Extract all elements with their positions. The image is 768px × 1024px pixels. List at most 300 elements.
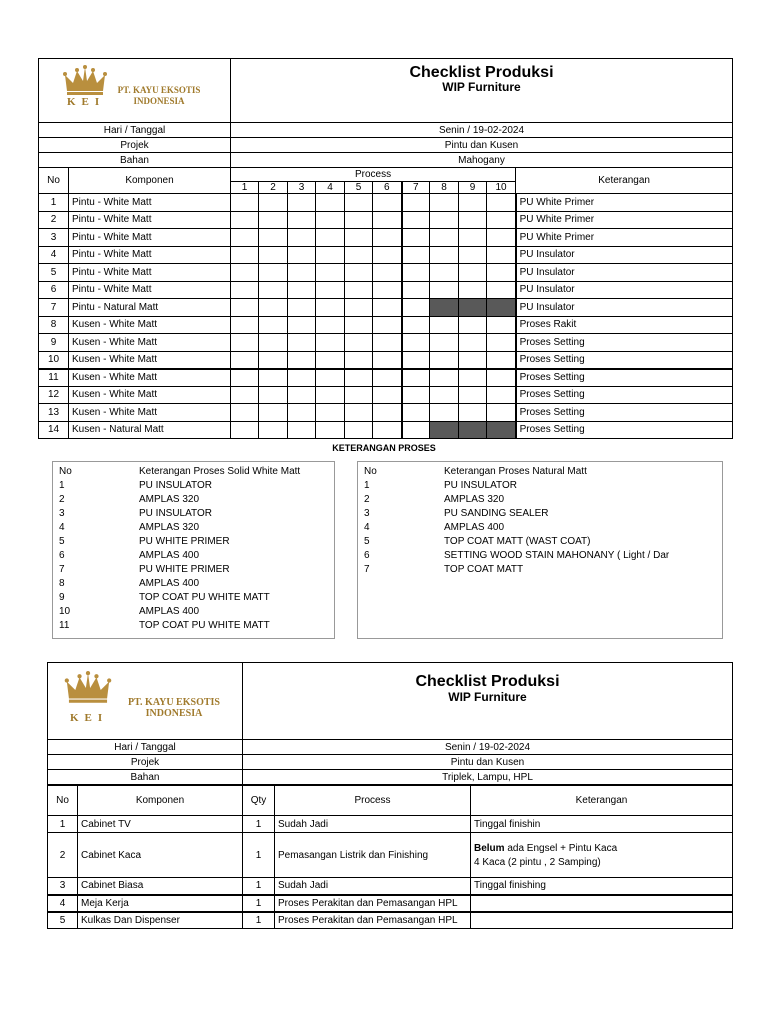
row-keterangan: Proses Setting — [516, 351, 733, 369]
col-header-komponen: Komponen — [69, 168, 231, 194]
sheet1-process-table — [38, 167, 733, 439]
legend-white-matt — [52, 461, 335, 639]
legend-item — [358, 493, 722, 507]
legend-item-no: 3 — [364, 508, 370, 519]
row-komponen: Kusen - White Matt — [69, 404, 231, 422]
process-checkbox-cell[interactable] — [231, 299, 259, 317]
legend-header — [358, 465, 722, 479]
row-keterangan: Proses Setting — [516, 369, 733, 387]
row-keterangan: Proses Setting — [516, 421, 733, 439]
process-checkbox-cell[interactable] — [231, 334, 259, 352]
table-row — [39, 264, 733, 282]
sheet2-title: Checklist Produksi — [415, 673, 560, 690]
process-checkbox-cell[interactable] — [345, 299, 373, 317]
process-checkbox-cell[interactable] — [487, 299, 516, 317]
legend-item — [53, 535, 334, 549]
legend-item-desc: AMPLAS 320 — [139, 522, 200, 533]
legend-item — [53, 577, 334, 591]
table-row — [39, 299, 733, 317]
process-checkbox-cell[interactable] — [316, 211, 345, 229]
legend-item-desc: AMPLAS 400 — [139, 606, 200, 617]
process-checkbox-cell[interactable] — [373, 194, 402, 212]
process-checkbox-cell[interactable] — [316, 194, 345, 212]
table-row — [39, 369, 733, 387]
process-checkbox-cell[interactable] — [430, 299, 459, 317]
process-checkbox-cell[interactable] — [231, 194, 259, 212]
sheet1-title: Checklist Produksi — [409, 64, 554, 81]
legend-item-no: 7 — [364, 564, 370, 575]
process-checkbox-cell[interactable] — [288, 194, 316, 212]
process-checkbox-cell[interactable] — [259, 211, 288, 229]
process-checkbox-cell[interactable] — [259, 229, 288, 247]
process-checkbox-cell[interactable] — [373, 421, 402, 439]
legend-header — [53, 465, 334, 479]
col-header-process: Process — [275, 786, 471, 816]
process-checkbox-cell[interactable] — [402, 421, 430, 439]
process-checkbox-cell[interactable] — [345, 246, 373, 264]
process-checkbox-cell[interactable] — [459, 211, 487, 229]
table-row — [39, 194, 733, 212]
process-step-header: 4 — [316, 182, 345, 194]
process-checkbox-cell[interactable] — [288, 386, 316, 404]
info-label: Hari / Tanggal — [48, 740, 243, 755]
keterangan-text: ada Engsel + Pintu Kaca — [504, 842, 618, 854]
row-no: 6 — [39, 281, 69, 299]
process-checkbox-cell[interactable] — [373, 351, 402, 369]
process-checkbox-cell[interactable] — [487, 264, 516, 282]
process-checkbox-cell[interactable] — [459, 404, 487, 422]
legend-item — [53, 549, 334, 563]
process-step-header: 5 — [345, 182, 373, 194]
process-checkbox-cell[interactable] — [316, 299, 345, 317]
row-no: 4 — [39, 246, 69, 264]
table-row — [39, 421, 733, 439]
process-checkbox-cell[interactable] — [402, 246, 430, 264]
crown-logo-icon — [62, 671, 114, 707]
company-name-line2: INDONESIA — [145, 708, 203, 719]
process-checkbox-cell[interactable] — [459, 369, 487, 387]
legend-item — [53, 479, 334, 493]
info-value: Senin / 19-02-2024 — [243, 740, 733, 755]
legend-natural-matt — [357, 461, 723, 639]
process-checkbox-cell[interactable] — [316, 281, 345, 299]
process-checkbox-cell[interactable] — [373, 264, 402, 282]
process-checkbox-cell[interactable] — [402, 334, 430, 352]
col-header-no: No — [39, 168, 69, 194]
process-checkbox-cell[interactable] — [402, 316, 430, 334]
process-checkbox-cell[interactable] — [316, 369, 345, 387]
process-checkbox-cell[interactable] — [288, 229, 316, 247]
process-checkbox-cell[interactable] — [373, 316, 402, 334]
process-checkbox-cell[interactable] — [373, 404, 402, 422]
row-keterangan: Tinggal finishing — [471, 878, 733, 895]
col-header-komponen: Komponen — [78, 786, 243, 816]
sheet1-header-table — [38, 58, 733, 168]
process-checkbox-cell[interactable] — [231, 281, 259, 299]
process-checkbox-cell[interactable] — [345, 281, 373, 299]
process-step-header: 9 — [459, 182, 487, 194]
legend-item-no: 9 — [59, 592, 65, 603]
process-checkbox-cell[interactable] — [430, 246, 459, 264]
process-checkbox-cell[interactable] — [430, 421, 459, 439]
process-checkbox-cell[interactable] — [459, 351, 487, 369]
row-komponen: Kusen - Natural Matt — [69, 421, 231, 439]
row-komponen: Pintu - White Matt — [69, 211, 231, 229]
row-keterangan: Tinggal finishin — [471, 816, 733, 833]
row-keterangan: Proses Setting — [516, 386, 733, 404]
process-checkbox-cell[interactable] — [487, 421, 516, 439]
row-komponen: Kusen - White Matt — [69, 334, 231, 352]
process-checkbox-cell[interactable] — [402, 264, 430, 282]
process-checkbox-cell[interactable] — [231, 369, 259, 387]
process-checkbox-cell[interactable] — [316, 316, 345, 334]
row-komponen: Kusen - White Matt — [69, 351, 231, 369]
company-name-line1: PT. KAYU EKSOTIS — [117, 85, 201, 95]
process-checkbox-cell[interactable] — [231, 421, 259, 439]
legend-item-desc: PU WHITE PRIMER — [139, 536, 230, 547]
process-checkbox-cell[interactable] — [459, 299, 487, 317]
process-checkbox-cell[interactable] — [259, 194, 288, 212]
process-checkbox-cell[interactable] — [345, 386, 373, 404]
process-checkbox-cell[interactable] — [487, 351, 516, 369]
process-checkbox-cell[interactable] — [459, 281, 487, 299]
process-checkbox-cell[interactable] — [487, 316, 516, 334]
process-checkbox-cell[interactable] — [259, 404, 288, 422]
process-checkbox-cell[interactable] — [288, 299, 316, 317]
process-checkbox-cell[interactable] — [316, 229, 345, 247]
info-label: Hari / Tanggal — [39, 123, 231, 138]
process-checkbox-cell[interactable] — [402, 351, 430, 369]
col-header-keterangan: Keterangan — [471, 786, 733, 816]
process-checkbox-cell[interactable] — [259, 246, 288, 264]
row-komponen: Kusen - White Matt — [69, 386, 231, 404]
row-keterangan — [471, 895, 733, 912]
row-qty: 1 — [243, 833, 275, 878]
process-checkbox-cell[interactable] — [288, 246, 316, 264]
process-checkbox-cell[interactable] — [487, 386, 516, 404]
process-checkbox-cell[interactable] — [459, 264, 487, 282]
info-value: Pintu dan Kusen — [231, 138, 733, 153]
crown-logo-icon — [61, 65, 109, 99]
row-no: 8 — [39, 316, 69, 334]
table-row — [39, 386, 733, 404]
process-checkbox-cell[interactable] — [459, 386, 487, 404]
table-row — [39, 246, 733, 264]
checklist-sheet-2 — [47, 662, 732, 936]
process-checkbox-cell[interactable] — [345, 334, 373, 352]
process-checkbox-cell[interactable] — [430, 369, 459, 387]
keterangan-proses-title: KETERANGAN PROSES — [332, 443, 436, 453]
row-no: 2 — [48, 833, 78, 878]
process-checkbox-cell[interactable] — [402, 194, 430, 212]
row-no: 11 — [39, 369, 69, 387]
table-row — [39, 334, 733, 352]
legend-header-no: No — [59, 466, 72, 477]
row-no: 9 — [39, 334, 69, 352]
row-komponen: Cabinet Kaca — [78, 833, 243, 878]
process-checkbox-cell[interactable] — [231, 351, 259, 369]
process-checkbox-cell[interactable] — [459, 229, 487, 247]
process-checkbox-cell[interactable] — [231, 316, 259, 334]
legend-item-desc: TOP COAT PU WHITE MATT — [139, 620, 270, 631]
company-logo-cell — [48, 663, 243, 740]
legend-item — [53, 521, 334, 535]
legend-item-desc: TOP COAT MATT — [444, 564, 524, 575]
process-checkbox-cell[interactable] — [430, 281, 459, 299]
row-komponen: Kusen - White Matt — [69, 369, 231, 387]
process-checkbox-cell[interactable] — [487, 229, 516, 247]
info-label: Bahan — [48, 770, 243, 785]
process-checkbox-cell[interactable] — [259, 281, 288, 299]
process-checkbox-cell[interactable] — [487, 281, 516, 299]
process-checkbox-cell[interactable] — [345, 421, 373, 439]
process-checkbox-cell[interactable] — [430, 229, 459, 247]
process-step-header: 8 — [430, 182, 459, 194]
row-keterangan — [471, 833, 733, 878]
process-checkbox-cell[interactable] — [402, 404, 430, 422]
process-checkbox-cell[interactable] — [288, 369, 316, 387]
process-checkbox-cell[interactable] — [345, 369, 373, 387]
process-step-header: 1 — [231, 182, 259, 194]
col-header-process: Process — [231, 168, 516, 182]
legend-item — [53, 493, 334, 507]
process-checkbox-cell[interactable] — [288, 211, 316, 229]
legend-item — [358, 535, 722, 549]
row-keterangan: Proses Setting — [516, 334, 733, 352]
process-checkbox-cell[interactable] — [259, 299, 288, 317]
row-no: 4 — [48, 895, 78, 912]
company-name-line1: PT. KAYU EKSOTIS — [128, 697, 220, 708]
row-no: 7 — [39, 299, 69, 317]
process-checkbox-cell[interactable] — [316, 351, 345, 369]
legend-item — [53, 563, 334, 577]
process-checkbox-cell[interactable] — [402, 281, 430, 299]
row-keterangan: Proses Setting — [516, 404, 733, 422]
process-checkbox-cell[interactable] — [345, 229, 373, 247]
process-checkbox-cell[interactable] — [430, 316, 459, 334]
process-checkbox-cell[interactable] — [373, 369, 402, 387]
process-checkbox-cell[interactable] — [288, 316, 316, 334]
legend-item — [53, 507, 334, 521]
process-checkbox-cell[interactable] — [402, 229, 430, 247]
process-checkbox-cell[interactable] — [345, 264, 373, 282]
sheet2-header-table — [47, 662, 733, 785]
legend-item-desc: AMPLAS 400 — [139, 578, 200, 589]
legend-item-no: 1 — [364, 480, 370, 491]
process-checkbox-cell[interactable] — [430, 404, 459, 422]
process-checkbox-cell[interactable] — [487, 404, 516, 422]
info-value: Senin / 19-02-2024 — [231, 123, 733, 138]
row-no: 2 — [39, 211, 69, 229]
legend-item-desc: PU INSULATOR — [139, 480, 212, 491]
legend-item-desc: PU SANDING SEALER — [444, 508, 549, 519]
process-checkbox-cell[interactable] — [316, 264, 345, 282]
row-komponen: Pintu - Natural Matt — [69, 299, 231, 317]
process-checkbox-cell[interactable] — [345, 211, 373, 229]
process-checkbox-cell[interactable] — [231, 229, 259, 247]
process-checkbox-cell[interactable] — [373, 299, 402, 317]
row-keterangan: PU White Primer — [516, 211, 733, 229]
table-row — [39, 229, 733, 247]
row-no: 10 — [39, 351, 69, 369]
process-checkbox-cell[interactable] — [316, 334, 345, 352]
row-komponen: Cabinet Biasa — [78, 878, 243, 895]
info-value: Mahogany — [231, 153, 733, 168]
row-komponen: Kusen - White Matt — [69, 316, 231, 334]
process-checkbox-cell[interactable] — [487, 369, 516, 387]
table-row — [48, 878, 733, 895]
process-checkbox-cell[interactable] — [487, 334, 516, 352]
legend-item — [358, 521, 722, 535]
process-checkbox-cell[interactable] — [231, 246, 259, 264]
process-checkbox-cell[interactable] — [316, 246, 345, 264]
legend-item-no: 2 — [364, 494, 370, 505]
process-checkbox-cell[interactable] — [345, 194, 373, 212]
process-checkbox-cell[interactable] — [459, 334, 487, 352]
legend-item-desc: TOP COAT MATT (WAST COAT) — [444, 536, 591, 547]
legend-item-no: 6 — [59, 550, 65, 561]
legend-item-desc: PU INSULATOR — [444, 480, 517, 491]
checklist-sheet-1 — [38, 58, 732, 444]
table-row — [48, 912, 733, 929]
legend-item-no: 7 — [59, 564, 65, 575]
process-checkbox-cell[interactable] — [316, 421, 345, 439]
legend-item-desc: AMPLAS 320 — [444, 494, 505, 505]
company-abbr: KEI — [70, 712, 109, 724]
process-checkbox-cell[interactable] — [259, 369, 288, 387]
row-no: 5 — [48, 912, 78, 929]
row-no: 13 — [39, 404, 69, 422]
process-checkbox-cell[interactable] — [402, 386, 430, 404]
process-checkbox-cell[interactable] — [402, 299, 430, 317]
row-process: Proses Perakitan dan Pemasangan HPL — [275, 912, 471, 929]
process-checkbox-cell[interactable] — [373, 281, 402, 299]
row-keterangan: PU Insulator — [516, 264, 733, 282]
process-checkbox-cell[interactable] — [459, 194, 487, 212]
process-checkbox-cell[interactable] — [402, 369, 430, 387]
keterangan-text-2: 4 Kaca (2 pintu , 2 Samping) — [474, 856, 601, 868]
table-row — [48, 895, 733, 912]
legend-item-no: 2 — [59, 494, 65, 505]
process-checkbox-cell[interactable] — [487, 246, 516, 264]
legend-item-desc: AMPLAS 320 — [139, 494, 200, 505]
process-checkbox-cell[interactable] — [430, 334, 459, 352]
process-checkbox-cell[interactable] — [231, 386, 259, 404]
legend-item-no: 4 — [364, 522, 370, 533]
process-checkbox-cell[interactable] — [259, 386, 288, 404]
process-checkbox-cell[interactable] — [259, 351, 288, 369]
process-checkbox-cell[interactable] — [402, 211, 430, 229]
process-checkbox-cell[interactable] — [259, 421, 288, 439]
row-no: 12 — [39, 386, 69, 404]
legend-item-desc: SETTING WOOD STAIN MAHONANY ( Light / Dar — [444, 550, 670, 561]
table-row — [39, 211, 733, 229]
process-checkbox-cell[interactable] — [487, 194, 516, 212]
process-checkbox-cell[interactable] — [430, 386, 459, 404]
row-komponen: Pintu - White Matt — [69, 264, 231, 282]
row-komponen: Pintu - White Matt — [69, 281, 231, 299]
process-checkbox-cell[interactable] — [430, 211, 459, 229]
process-checkbox-cell[interactable] — [288, 264, 316, 282]
row-process: Sudah Jadi — [275, 816, 471, 833]
row-no: 14 — [39, 421, 69, 439]
process-checkbox-cell[interactable] — [288, 281, 316, 299]
process-checkbox-cell[interactable] — [430, 264, 459, 282]
process-checkbox-cell[interactable] — [288, 334, 316, 352]
row-komponen: Pintu - White Matt — [69, 194, 231, 212]
legend-header-desc: Keterangan Proses Solid White Matt — [139, 466, 301, 477]
process-checkbox-cell[interactable] — [259, 264, 288, 282]
info-label: Projek — [39, 138, 231, 153]
process-step-header: 10 — [487, 182, 516, 194]
process-checkbox-cell[interactable] — [316, 386, 345, 404]
sheet2-subtitle: WIP Furniture — [448, 690, 527, 704]
process-checkbox-cell[interactable] — [487, 211, 516, 229]
legend-item-no: 4 — [59, 522, 65, 533]
process-checkbox-cell[interactable] — [231, 211, 259, 229]
process-checkbox-cell[interactable] — [231, 264, 259, 282]
info-value: Triplek, Lampu, HPL — [243, 770, 733, 785]
process-checkbox-cell[interactable] — [373, 211, 402, 229]
process-checkbox-cell[interactable] — [345, 316, 373, 334]
legend-item-no: 3 — [59, 508, 65, 519]
process-checkbox-cell[interactable] — [373, 229, 402, 247]
keterangan-bold: Belum — [474, 842, 505, 854]
row-qty: 1 — [243, 895, 275, 912]
process-checkbox-cell[interactable] — [231, 404, 259, 422]
legend-item-no: 11 — [59, 620, 70, 631]
process-checkbox-cell[interactable] — [259, 334, 288, 352]
process-checkbox-cell[interactable] — [316, 404, 345, 422]
legend-item-no: 10 — [59, 606, 71, 617]
info-label: Projek — [48, 755, 243, 770]
process-step-header: 7 — [402, 182, 430, 194]
process-checkbox-cell[interactable] — [430, 194, 459, 212]
legend-item — [358, 507, 722, 521]
table-row — [39, 316, 733, 334]
company-logo-cell — [39, 59, 231, 123]
process-checkbox-cell[interactable] — [430, 351, 459, 369]
process-checkbox-cell[interactable] — [288, 421, 316, 439]
row-process: Proses Perakitan dan Pemasangan HPL — [275, 895, 471, 912]
legend-header-desc: Keterangan Proses Natural Matt — [444, 466, 587, 477]
process-checkbox-cell[interactable] — [459, 316, 487, 334]
legend-item — [53, 619, 334, 633]
table-row — [48, 833, 733, 878]
process-checkbox-cell[interactable] — [288, 351, 316, 369]
process-checkbox-cell[interactable] — [373, 386, 402, 404]
info-label: Bahan — [39, 153, 231, 168]
process-checkbox-cell[interactable] — [259, 316, 288, 334]
process-checkbox-cell[interactable] — [345, 351, 373, 369]
process-checkbox-cell[interactable] — [345, 404, 373, 422]
legend-item — [358, 563, 722, 577]
legend-item-desc: PU WHITE PRIMER — [139, 564, 230, 575]
process-checkbox-cell[interactable] — [373, 334, 402, 352]
legend-item-no: 5 — [364, 536, 370, 547]
process-checkbox-cell[interactable] — [288, 404, 316, 422]
row-komponen: Kulkas Dan Dispenser — [78, 912, 243, 929]
legend-item-desc: TOP COAT PU WHITE MATT — [139, 592, 270, 603]
row-qty: 1 — [243, 912, 275, 929]
legend-item-no: 6 — [364, 550, 370, 561]
legend-item — [358, 549, 722, 563]
process-checkbox-cell[interactable] — [459, 421, 487, 439]
process-checkbox-cell[interactable] — [373, 246, 402, 264]
sheet2-items-table — [47, 785, 733, 929]
process-checkbox-cell[interactable] — [459, 246, 487, 264]
row-keterangan: Proses Rakit — [516, 316, 733, 334]
